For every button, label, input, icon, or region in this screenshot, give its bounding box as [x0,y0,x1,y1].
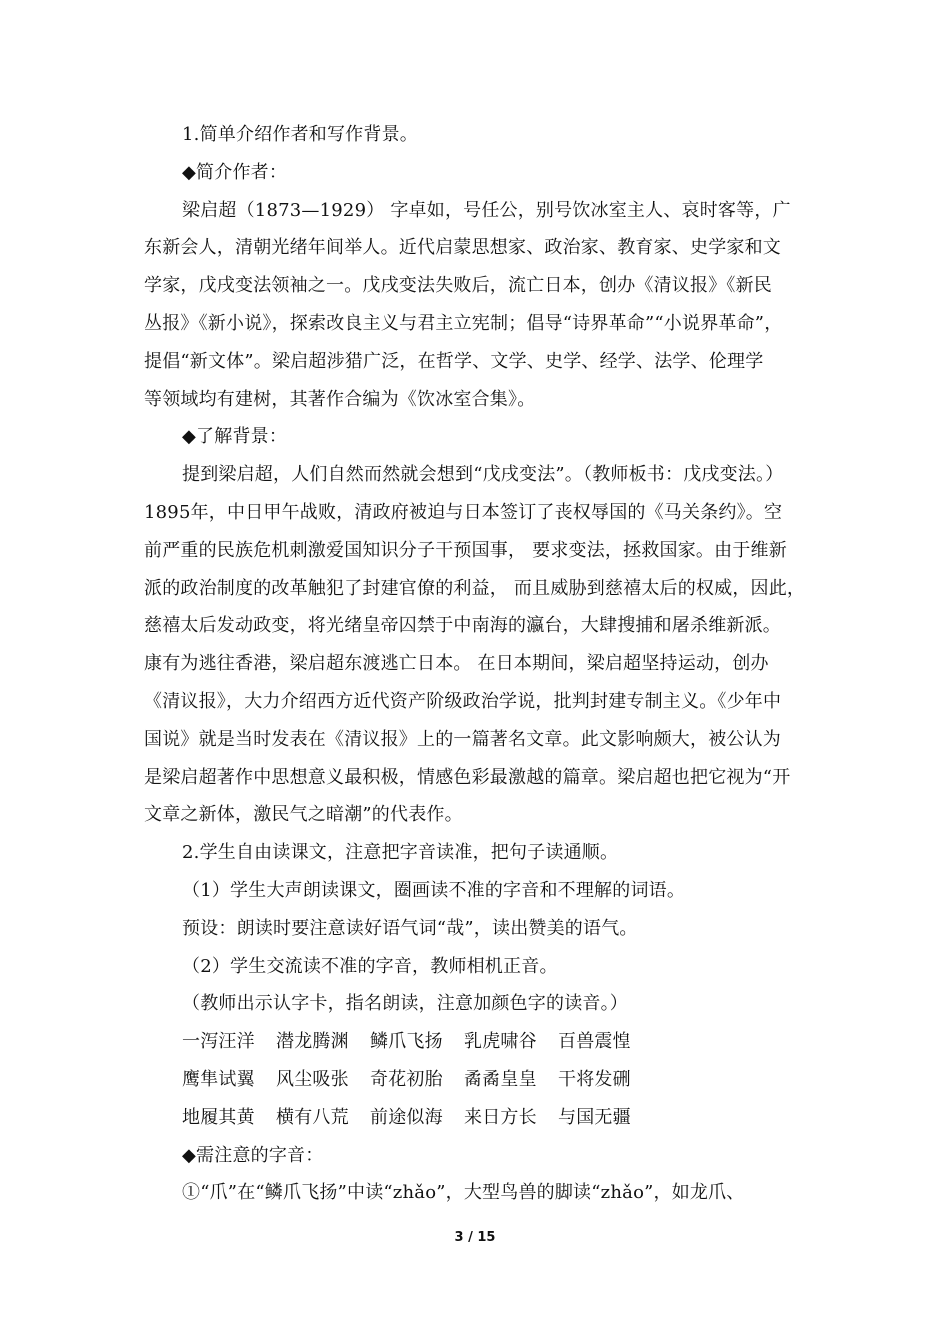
text-line: ①“爪”在“鳞爪飞扬”中读“zhǎo”，大型鸟兽的脚读“zhǎo”，如龙爪、 [182,1182,745,1204]
word-item: 前途似海 [370,1106,443,1128]
text-line: 康有为逃往香港，梁启超东渡逃亡日本。 在日本期间，梁启超坚持运动，创办 [144,653,769,675]
word-item: 矞矞皇皇 [464,1068,537,1090]
word-item: 潜龙腾渊 [276,1031,349,1053]
word-item: 横有八荒 [276,1106,349,1128]
text-line: 东新会人，清朝光绪年间举人。近代启蒙思想家、政治家、教育家、史学家和文 [144,237,781,259]
text-line: （教师出示认字卡，指名朗读，注意加颜色字的读音。） [182,993,628,1015]
word-item: 鳞爪飞扬 [370,1031,443,1053]
word-item: 一泻汪洋 [182,1031,255,1053]
text-line: 预设：朗读时要注意读好语气词“哉”，读出赞美的语气。 [182,917,638,939]
word-row [144,1061,816,1099]
word-item: 与国无疆 [558,1106,631,1128]
word-item: 地履其黄 [182,1106,255,1128]
text-line: 1895年，中日甲午战败，清政府被迫与日本签订了丧权辱国的《马关条约》。空 [144,501,783,523]
text-line: ◆需注意的字音： [182,1144,324,1166]
document-body [144,116,816,1212]
text-line: 1.简单介绍作者和写作背景。 [182,124,418,145]
text-line: 2.学生自由读课文，注意把字音读准，把句子读通顺。 [182,842,619,864]
text-line: （1）学生大声朗读课文，圈画读不准的字音和不理解的词语。 [182,879,686,901]
word-row [144,1023,816,1061]
word-item: 来日方长 [464,1106,537,1128]
word-item: 干将发硎 [558,1068,631,1090]
text-line: 派的政治制度的改革触犯了封建官僚的利益， 而且威胁到慈禧太后的权威，因此， [144,577,806,599]
text-line: 《清议报》，大力介绍西方近代资产阶级政治学说，批判封建专制主义。《少年中 [144,690,782,712]
word-item: 风尘吸张 [276,1068,349,1090]
word-row [144,1099,816,1137]
text-line: 提到梁启超，人们自然而然就会想到“戊戌变法”。（教师板书：戊戌变法。） [182,464,784,486]
text-line: ◆简介作者： [182,161,288,183]
word-item: 百兽震惶 [558,1031,631,1053]
text-line: 丛报》《新小说》，探索改良主义与君主立宪制；倡导“诗界革命”“小说界革命”， [144,312,783,334]
text-line: 慈禧太后发动政变，将光绪皇帝囚禁于中南海的瀛台，大肆搜捕和屠杀维新派。 [144,615,781,637]
text-line: 文章之新体，激民气之暗潮”的代表作。 [144,804,463,826]
text-line: 梁启超（1873—1929） 字卓如，号任公，别号饮冰室主人、哀时客等，广 [182,199,791,221]
text-line: ◆了解背景： [182,426,288,448]
text-line: （2）学生交流读不准的字音，教师相机正音。 [182,955,558,977]
text-line: 提倡“新文体”。梁启超涉猎广泛，在哲学、文学、史学、经学、法学、伦理学 [144,350,764,372]
text-line: 学家，戊戌变法领袖之一。戊戌变法失败后，流亡日本，创办《清议报》《新民 [144,275,772,297]
text-line: 是梁启超著作中思想意义最积极，情感色彩最激越的篇章。梁启超也把它视为“开 [144,766,791,788]
word-item: 奇花初胎 [370,1068,443,1090]
page-number: 3 / 15 [454,1230,496,1245]
word-item: 鹰隼试翼 [182,1068,255,1090]
text-line: 前严重的民族危机刺激爱国知识分子干预国事， 要求变法，拯救国家。由于维新 [144,539,787,561]
word-item: 乳虎啸谷 [464,1031,537,1053]
text-line: 国说》就是当时发表在《清议报》上的一篇著名文章。此文影响颇大，被公认为 [144,728,781,750]
text-line: 等领域均有建树，其著作合编为《饮冰室合集》。 [144,388,536,410]
